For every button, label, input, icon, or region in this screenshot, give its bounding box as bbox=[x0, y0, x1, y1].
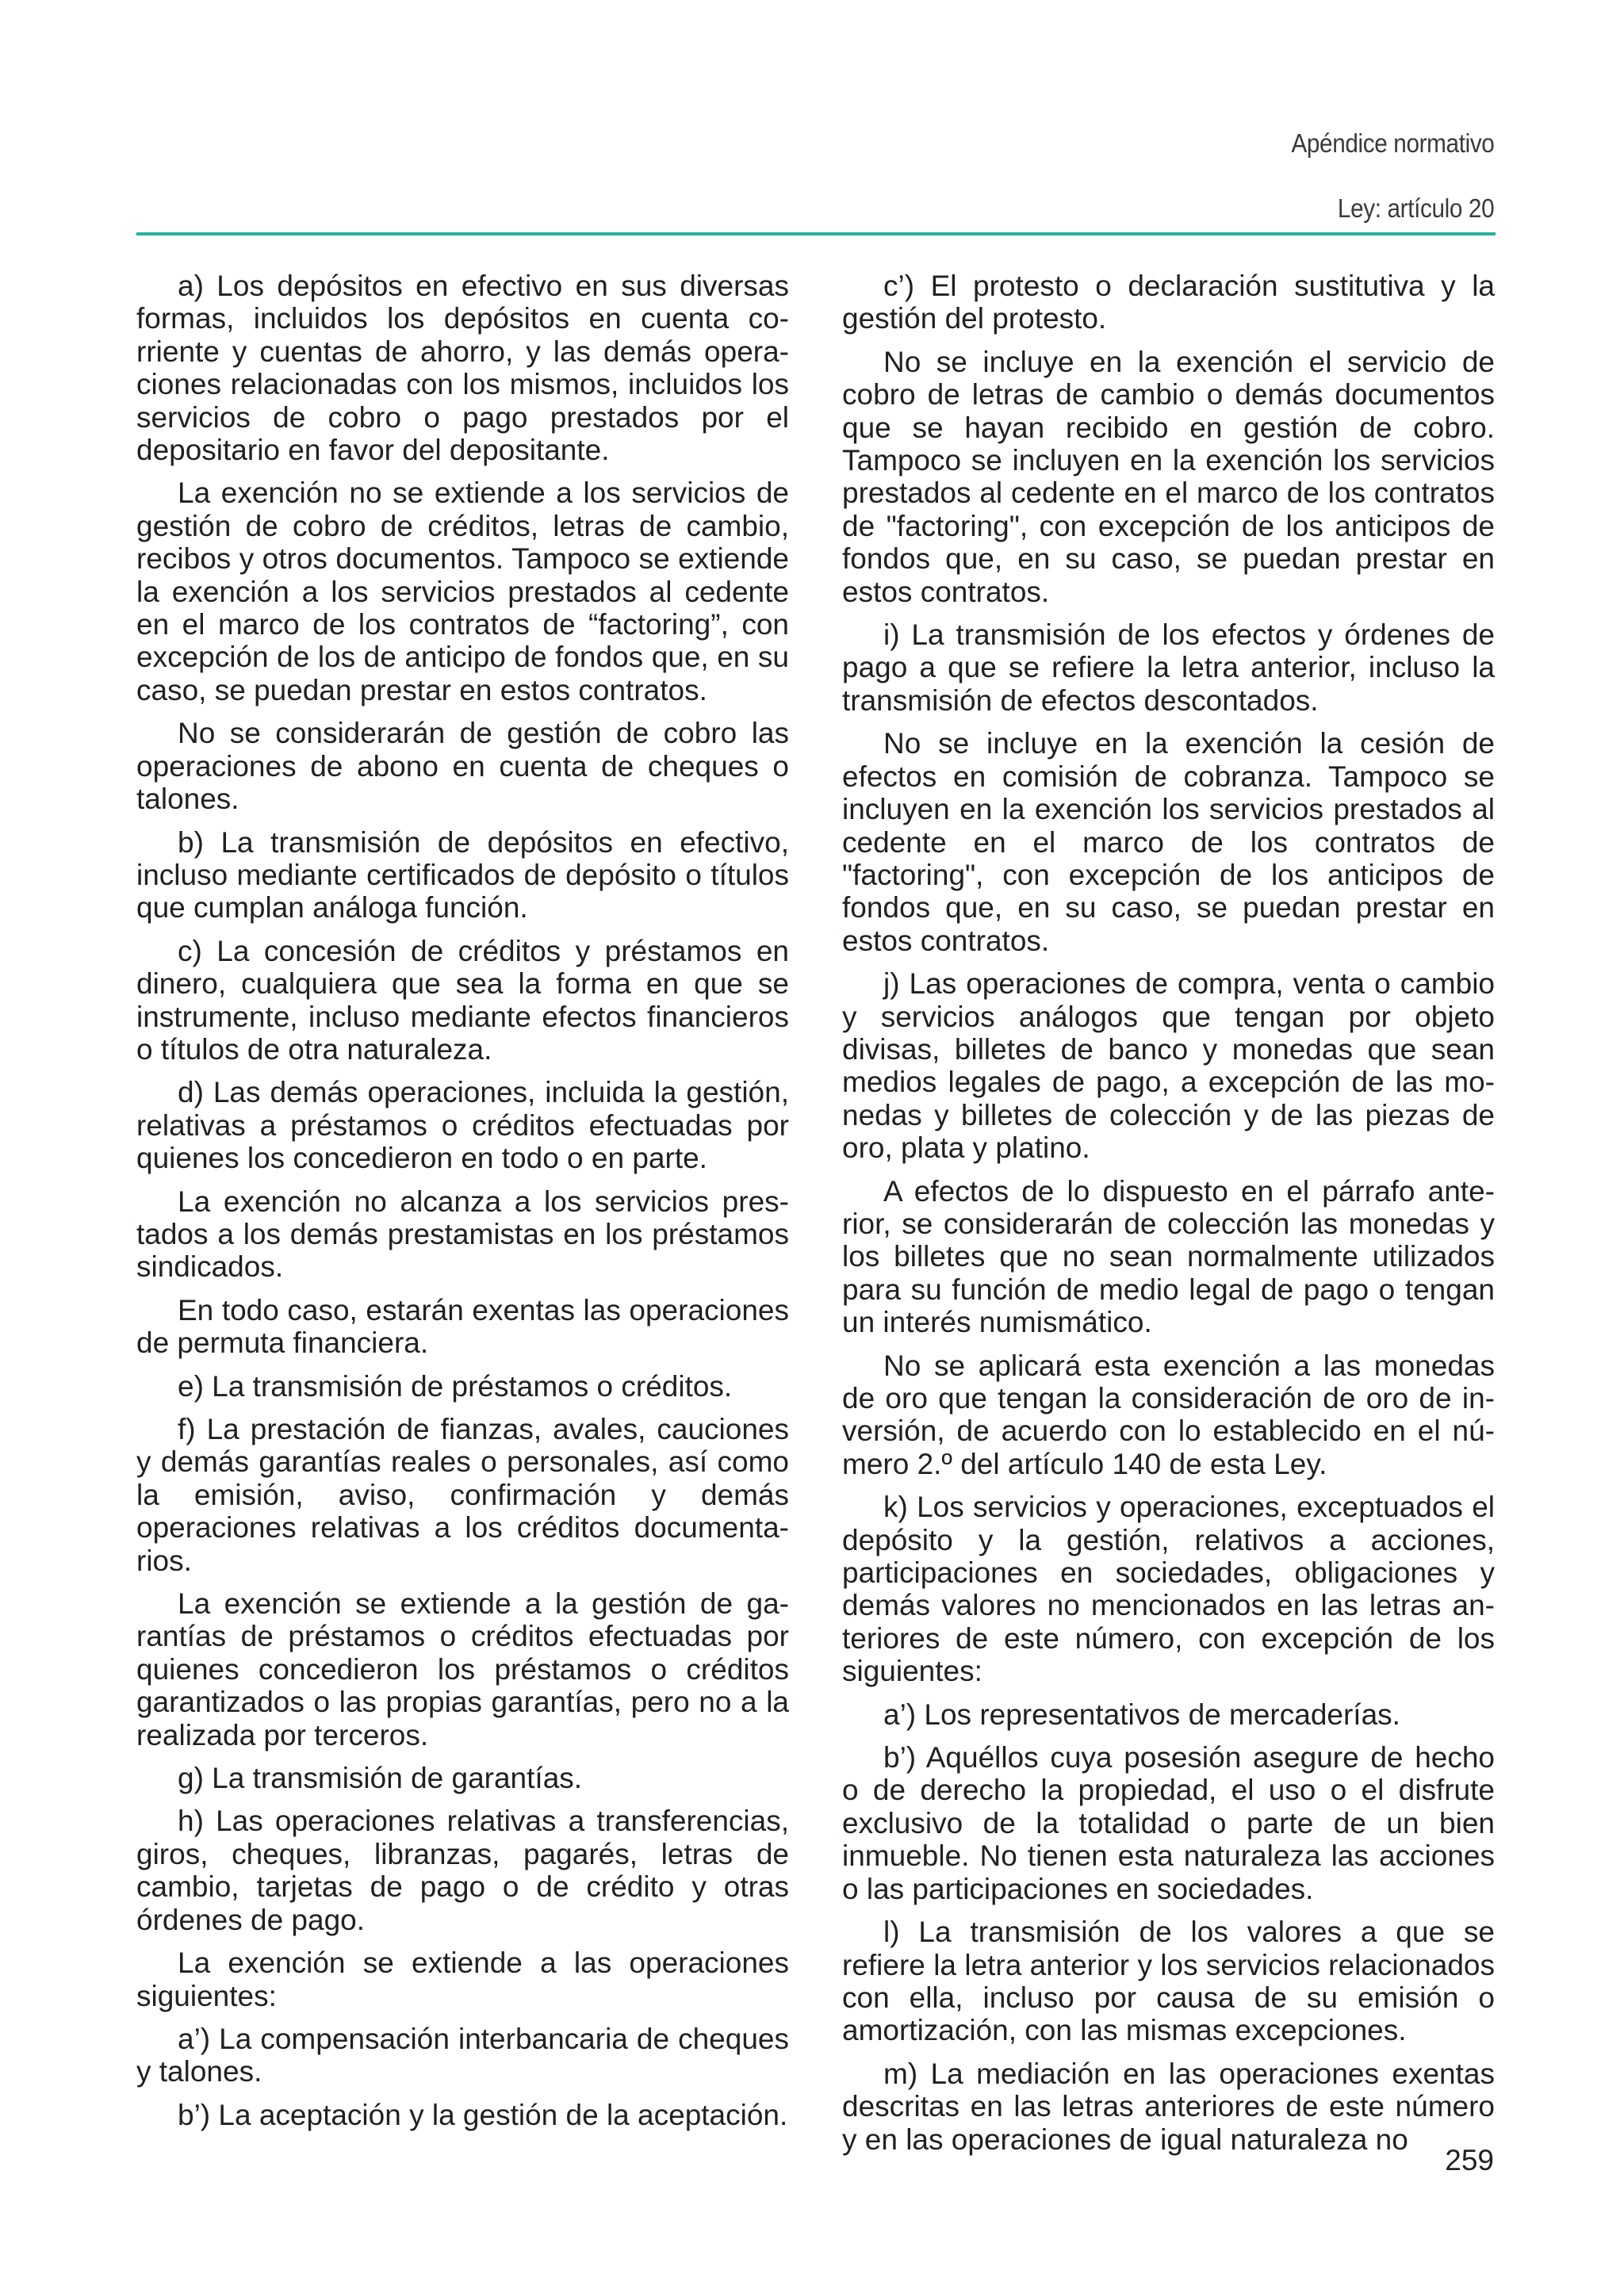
paragraph: l) La transmisión de los valores a que se refiere la letra anterior y los servicios relacionados con ella, incluso por causa de su emisión o amortización, con las mismas excepciones. bbox=[842, 1916, 1495, 2047]
paragraph: g) La transmisión de garantías. bbox=[178, 1762, 583, 1795]
paragraph: c’) El protesto o declaración sustitutiva y la gestión del protesto. bbox=[842, 270, 1495, 335]
paragraph: No se considerarán de gestión de cobro las operaciones de abono en cuenta de cheques o talones. bbox=[136, 717, 789, 816]
paragraph: f) La prestación de fianzas, avales, cauciones y demás garantías reales o personales, así como la emisión, aviso, confirmación y demás operaciones relativas a los créditos documentarios. bbox=[136, 1413, 789, 1577]
paragraph: No se aplicará esta exención a las monedas de oro que tengan la consideración de oro de inversión, de acuerdo con lo establecido en el número 2.º del artículo 140 de esta Ley. bbox=[842, 1349, 1495, 1480]
paragraph: En todo caso, estarán exentas las operaciones de permuta financiera. bbox=[136, 1293, 789, 1360]
paragraph: b’) Aquéllos cuya posesión asegure de hecho o de derecho la propiedad, el uso o el disfrute exclusivo de la totalidad o parte de un bien inmueble. No tienen esta naturaleza las acciones o las participaciones en sociedades. bbox=[842, 1741, 1495, 1905]
paragraph: d) Las demás operaciones, incluida la gestión, relativas a préstamos o créditos efectuadas por quienes los concedieron en todo o en parte. bbox=[136, 1076, 789, 1175]
paragraph: La exención no alcanza a los servicios prestados a los demás prestamistas en los préstamos sindicados. bbox=[136, 1185, 789, 1284]
paragraph: No se incluye en la exención el servicio de cobro de letras de cambio o demás documentos que se hayan recibido en gestión de cobro. Tampoco se incluyen en la exención los servicios prestados al cedente en el marco de los contratos de "factoring", con excepción de los anticipos de fondos que, en su caso, se puedan prestar en estos contratos. bbox=[842, 345, 1495, 608]
paragraph: e) La transmisión de préstamos o créditos. bbox=[178, 1369, 733, 1403]
running-head-article: Ley: artículo 20 bbox=[1337, 193, 1494, 223]
running-head-section: Apéndice normativo bbox=[1290, 128, 1494, 158]
page-number: 259 bbox=[1445, 2144, 1494, 2176]
paragraph: m) La mediación en las operaciones exentas descritas en las letras anteriores de este número y en las operaciones de igual naturaleza no bbox=[842, 2057, 1495, 2156]
paragraph: A efectos de lo dispuesto en el párrafo anterior, se considerarán de colección las monedas y los billetes que no sean normalmente utilizados para su función de medio legal de pago o tengan un interés numismático. bbox=[842, 1174, 1495, 1339]
paragraph: La exención se extiende a las operaciones siguientes: bbox=[136, 1947, 789, 2012]
left-column bbox=[136, 270, 789, 2142]
paragraph: La exención no se extiende a los servicios de gestión de cobro de créditos, letras de cambio, recibos y otros documentos. Tampoco se extiende la exención a los servicios prestados al cedente en el marco de los contratos de “factoring”, con excepción de los de anticipo de fondos que, en su caso, se puedan prestar en estos contratos. bbox=[136, 477, 789, 706]
paragraph: No se incluye en la exención la cesión de efectos en comisión de cobranza. Tampoco se incluyen en la exención los servicios prestados al cedente en el marco de los contratos de "factoring", con excepción de los anticipos de fondos que, en su caso, se puedan prestar en estos contratos. bbox=[842, 727, 1495, 957]
paragraph: a’) La compensación interbancaria de cheques y talones. bbox=[136, 2022, 789, 2088]
paragraph: j) Las operaciones de compra, venta o cambio y servicios análogos que tengan por objeto divisas, billetes de banco y monedas que sean medios legales de pago, a excepción de las monedas y billetes de colección y de las piezas de oro, plata y platino. bbox=[842, 967, 1495, 1165]
paragraph: b’) La aceptación y la gestión de la aceptación. bbox=[178, 2098, 788, 2131]
paragraph: a) Los depósitos en efectivo en sus diversas formas, incluidos los depósitos en cuenta corriente y cuentas de ahorro, y las demás operaciones relacionadas con los mismos, incluidos los servicios de cobro o pago prestados por el depositario en favor del depositante. bbox=[136, 270, 789, 467]
right-column bbox=[842, 270, 1495, 2166]
paragraph: h) Las operaciones relativas a transferencias, giros, cheques, libranzas, pagarés, letras de cambio, tarjetas de pago o de crédito y otras órdenes de pago. bbox=[136, 1805, 789, 1936]
paragraph: i) La transmisión de los efectos y órdenes de pago a que se refiere la letra anterior, incluso la transmisión de efectos descontados. bbox=[842, 618, 1495, 717]
header-rule bbox=[136, 232, 1496, 235]
paragraph: La exención se extiende a la gestión de garantías de préstamos o créditos efectuadas por quienes concedieron los préstamos o créditos garantizados o las propias garantías, pero no a la realizada por terceros. bbox=[136, 1587, 789, 1751]
paragraph: a’) Los representativos de mercaderías. bbox=[883, 1698, 1400, 1731]
paragraph: b) La transmisión de depósitos en efectivo, incluso mediante certificados de depósito o títulos que cumplan análoga función. bbox=[136, 825, 789, 924]
paragraph: c) La concesión de créditos y préstamos en dinero, cualquiera que sea la forma en que se instrumente, incluso mediante efectos financieros o títulos de otra naturaleza. bbox=[136, 934, 789, 1066]
paragraph: k) Los servicios y operaciones, exceptuados el depósito y la gestión, relativos a acciones, participaciones en sociedades, obligaciones y demás valores no mencionados en las letras anteriores de este número, con excepción de los siguientes: bbox=[842, 1491, 1495, 1688]
